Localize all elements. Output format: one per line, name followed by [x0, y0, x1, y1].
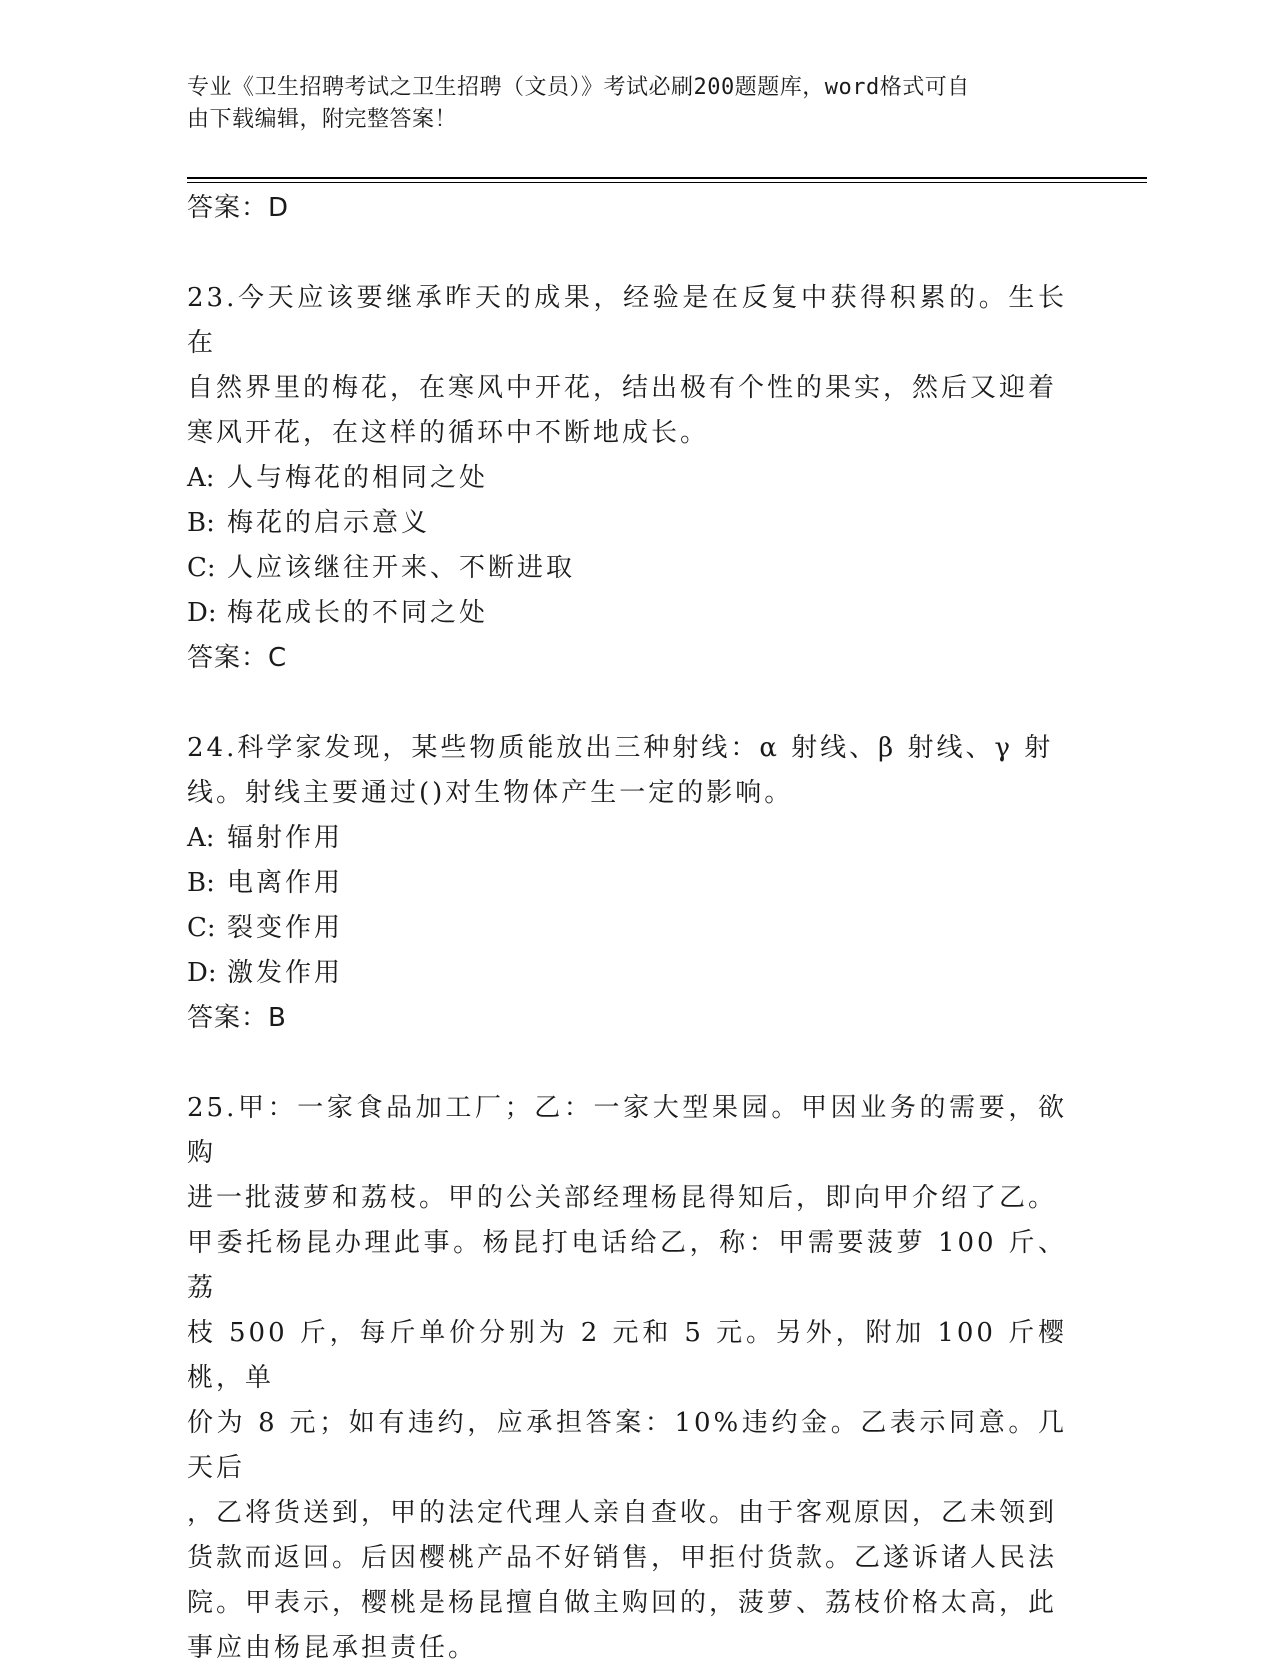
option-text: 人应该继往开来、不断进取 — [227, 553, 576, 583]
option-letter: D: — [187, 958, 217, 988]
question-stem-line: 寒风开花，在这样的循环中不断地成长。 — [187, 418, 710, 448]
option-c — [187, 546, 1067, 591]
option-letter: C: — [187, 553, 216, 583]
option-b — [187, 501, 1067, 546]
question-stem-line: 甲委托杨昆办理此事。杨昆打电话给乙，称：甲需要菠萝 100 斤、荔 — [187, 1228, 1067, 1303]
option-letter: B: — [187, 868, 215, 898]
option-c — [187, 906, 1067, 951]
option-b — [187, 861, 1067, 906]
answer-previous: 答案：D — [187, 193, 290, 223]
option-letter: A: — [187, 463, 215, 493]
option-letter: B: — [187, 508, 215, 538]
question-stem-line: 23.今天应该要继承昨天的成果，经验是在反复中获得积累的。生长在 — [187, 283, 1067, 358]
option-letter: A: — [187, 823, 215, 853]
question-stem-line: 院。甲表示，樱桃是杨昆擅自做主购回的，菠萝、荔枝价格太高，此 — [187, 1588, 1058, 1618]
question-stem-line: 枝 500 斤，每斤单价分别为 2 元和 5 元。另外，附加 100 斤樱桃，单 — [187, 1318, 1067, 1393]
option-d — [187, 951, 1067, 996]
question-stem-line: 事应由杨昆承担责任。 — [187, 1633, 478, 1663]
option-a — [187, 816, 1067, 861]
header-line-2: 由下载编辑，附完整答案！ — [187, 107, 458, 132]
option-letter: C: — [187, 913, 216, 943]
question-stem-line: 价为 8 元；如有违约，应承担答案：10%违约金。乙表示同意。几天后 — [187, 1408, 1067, 1483]
option-text: 人与梅花的相同之处 — [227, 463, 489, 493]
answer-23: 答案：C — [187, 643, 288, 673]
option-a — [187, 456, 1067, 501]
header-line-1: 专业《卫生招聘考试之卫生招聘（文员）》考试必刷200题题库，word格式可自 — [187, 75, 970, 100]
option-text: 梅花的启示意义 — [227, 508, 431, 538]
option-text: 辐射作用 — [227, 823, 344, 853]
option-text: 激发作用 — [227, 958, 344, 988]
question-24 — [187, 726, 1067, 1041]
question-stem-line: 25.甲：一家食品加工厂；乙：一家大型果园。甲因业务的需要，欲购 — [187, 1093, 1067, 1168]
document-content — [187, 186, 1067, 1671]
question-stem-line: 自然界里的梅花，在寒风中开花，结出极有个性的果实，然后又迎着 — [187, 373, 1058, 403]
option-d — [187, 591, 1067, 636]
option-letter: D: — [187, 598, 217, 628]
question-stem-line: 24.科学家发现，某些物质能放出三种射线：α 射线、β 射线、γ 射 — [187, 733, 1054, 763]
option-text: 梅花成长的不同之处 — [227, 598, 489, 628]
page-header — [187, 72, 1067, 136]
question-stem-line: 货款而返回。后因樱桃产品不好销售，甲拒付货款。乙遂诉诸人民法 — [187, 1543, 1058, 1573]
question-stem-line: ，乙将货送到，甲的法定代理人亲自查收。由于客观原因，乙未领到 — [187, 1498, 1058, 1528]
question-stem-line: 线。射线主要通过()对生物体产生一定的影响。 — [187, 778, 794, 808]
question-23 — [187, 276, 1067, 681]
option-text: 裂变作用 — [227, 913, 344, 943]
question-25 — [187, 1086, 1067, 1671]
question-stem-line: 进一批菠萝和荔枝。甲的公关部经理杨昆得知后，即向甲介绍了乙。 — [187, 1183, 1058, 1213]
header-rule-thick — [187, 177, 1147, 179]
option-text: 电离作用 — [227, 868, 344, 898]
answer-24: 答案：B — [187, 1003, 287, 1033]
header-rule-thin — [187, 182, 1147, 183]
